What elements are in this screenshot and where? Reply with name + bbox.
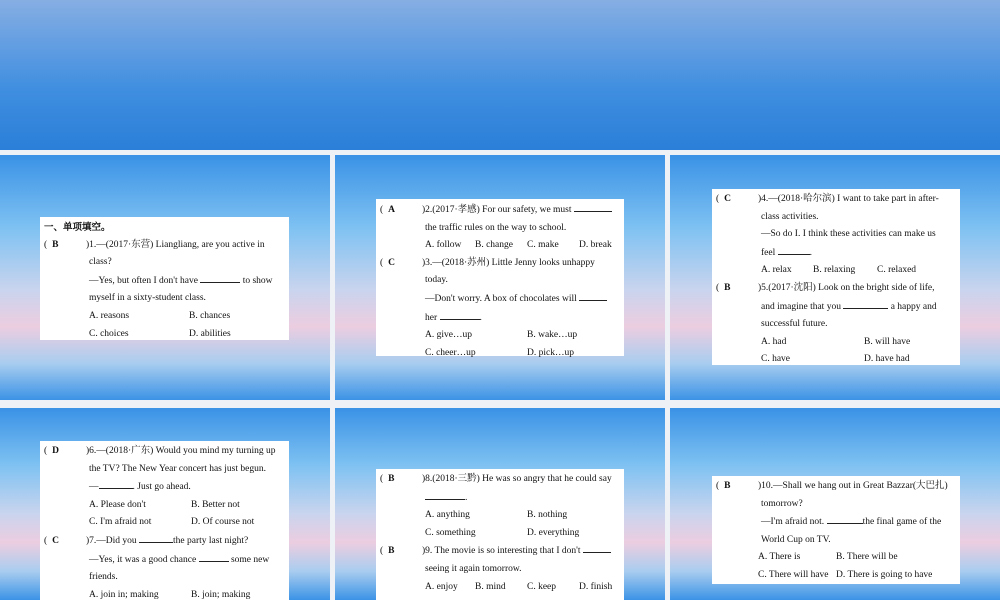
question-card-3: ( C )4.—(2018·哈尔滨) I want to take part in after- class activities. —So do I. I think these activities can make us feel . A. relax B. relaxing C. relaxed ( B )5.(2017·沈阳) Look on the bright side of life, and imagine that you a happy and successful future. A. had B. will have C. have D. have had bbox=[712, 189, 960, 365]
title-banner bbox=[0, 0, 1000, 150]
question-4: ( C )4.—(2018·哈尔滨) I want to take part in after- bbox=[716, 194, 939, 204]
options-1: A. reasons B. chances bbox=[89, 310, 231, 321]
options-5: A. had B. will have bbox=[761, 336, 911, 347]
answer-blank bbox=[200, 272, 240, 283]
question-6: ( D )6.—(2018·广东) Would you mind my turning up bbox=[44, 446, 276, 456]
options-7: A. join in; making B. join; making bbox=[89, 589, 251, 600]
answer-2: A bbox=[388, 205, 396, 215]
options-4: A. relax B. relaxing C. relaxed bbox=[761, 265, 917, 276]
question-9: ( B )9. The movie is so interesting that I don't bbox=[380, 542, 620, 561]
slide-thumbnail-6[interactable] bbox=[670, 408, 1000, 600]
question-card-1: 一、单项填空。 ( B )1.—(2017·东营) Liangliang, are you active in class? —Yes, but often I don't have to show myself in a sixty-student class. A. reasons B. chances C. choices D. abilities bbox=[40, 217, 289, 340]
options-8: A. anything B. nothing bbox=[425, 510, 568, 521]
question-card-6: ( B )10.—Shall we hang out in Great Bazzar(大巴扎) tomorrow? —I'm afraid not. the final game of the World Cup on TV. A. There is B. There will be C. There will have D. There is going to have bbox=[712, 476, 960, 584]
section-title: 一、单项填空。 bbox=[44, 222, 111, 233]
answer-6: D bbox=[52, 446, 60, 456]
question-2: ( A )2.(2017·孝感) For our safety, we must bbox=[380, 201, 620, 220]
answer-7: C bbox=[52, 535, 60, 546]
answer-8: B bbox=[388, 474, 395, 484]
question-10: ( B )10.—Shall we hang out in Great Bazzar(大巴扎) bbox=[716, 481, 948, 491]
answer-3: C bbox=[388, 257, 396, 268]
slide-thumbnail-4[interactable] bbox=[0, 408, 330, 600]
question-5: ( B )5.(2017·沈阳) Look on the bright side of life, bbox=[716, 282, 935, 293]
answer-4: C bbox=[724, 194, 732, 204]
question-1: ( B )1.—(2017·东营) Liangliang, are you active in bbox=[44, 239, 265, 250]
options-3: A. give…up B. wake…up bbox=[425, 330, 578, 341]
slide-thumbnail-2[interactable] bbox=[335, 155, 665, 400]
answer-9: B bbox=[388, 546, 395, 557]
question-card-4: ( D )6.—(2018·广东) Would you mind my turning up the TV? The New Year concert has just begun. — . Just go ahead. A. Please don't B. Better not C. I'm afraid not D. Of course not ( C )7.—Did you the party last night? —Yes, it was a good chance some new friends. A. join in; making B. join; making bbox=[40, 441, 289, 600]
slide-thumbnail-3[interactable] bbox=[670, 155, 1000, 400]
slide-thumbnail-1[interactable] bbox=[0, 155, 330, 400]
answer-5: B bbox=[724, 282, 731, 293]
question-3: ( C )3.—(2018·苏州) Little Jenny looks unhappy bbox=[380, 257, 595, 268]
answer-10: B bbox=[724, 481, 731, 491]
question-7: ( C )7.—Did you the party last night? bbox=[44, 532, 285, 551]
options-10: A. There is B. There will be bbox=[758, 552, 898, 563]
options-6: A. Please don't B. Better not bbox=[89, 499, 240, 510]
question-8: ( B )8.(2018·三黔) He was so angry that he could say bbox=[380, 474, 612, 484]
slide-thumbnail-5[interactable] bbox=[335, 408, 665, 600]
options-9: A. enjoy B. mind C. keep D. finish bbox=[425, 581, 613, 592]
options-2: A. follow B. change C. make D. break bbox=[425, 240, 612, 251]
question-card-2: ( A )2.(2017·孝感) For our safety, we must the traffic rules on the way to school. A. follow B. change C. make D. break ( C )3.—(2018·苏州) Little Jenny looks unhappy today. —Don't worry. A box of chocolates will her . A. give…up B. wake…up C. cheer…up D. pick…up bbox=[376, 199, 624, 356]
answer-1: B bbox=[52, 239, 59, 250]
question-card-5: ( B )8.(2018·三黔) He was so angry that he could say . A. anything B. nothing C. something D. everything ( B )9. The movie is so interesting that I don't seeing it again tomorrow. A. enjoy B. mind C. keep D. finish bbox=[376, 469, 624, 600]
